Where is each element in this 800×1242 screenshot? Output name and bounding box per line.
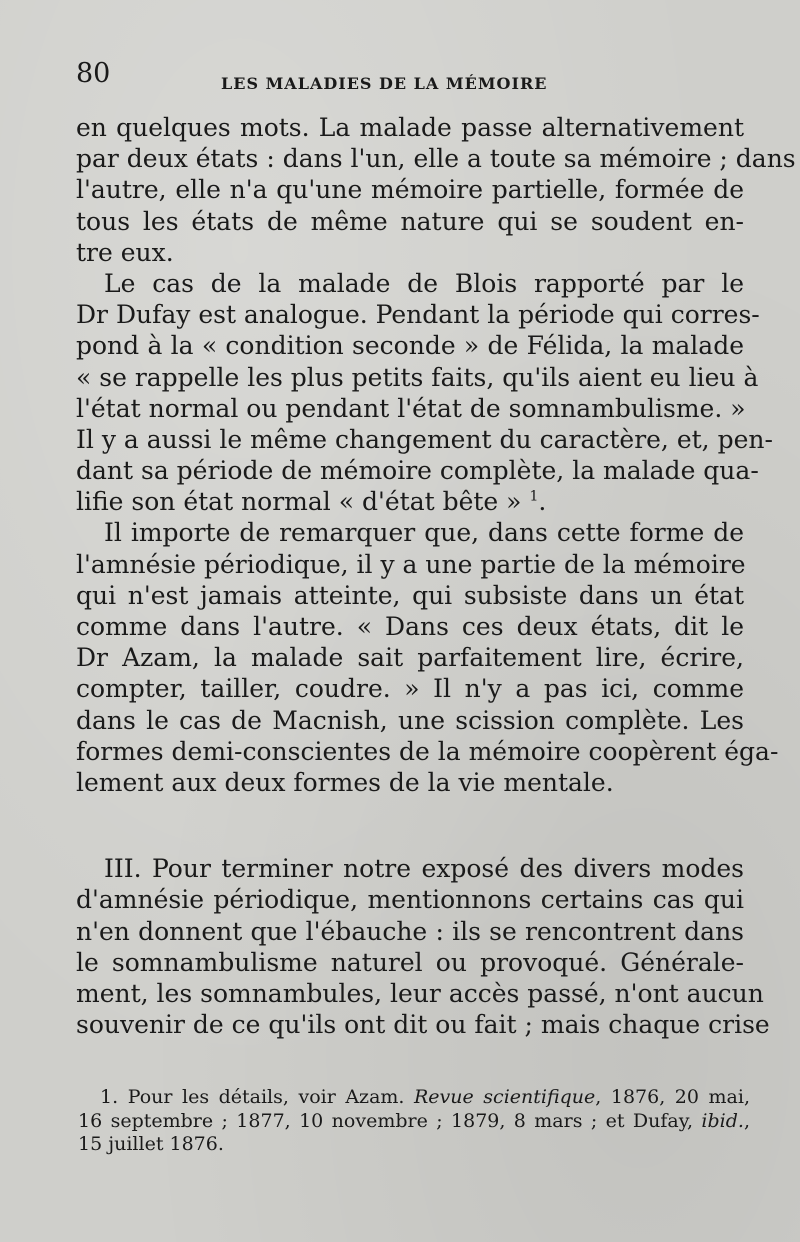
page-header [76, 58, 746, 98]
footnote-number: 1. [100, 1086, 119, 1108]
footnote-text: Pour les détails, voir Azam. [127, 1086, 405, 1108]
text-line: Il importe de remarquer que, dans cette forme de [104, 518, 744, 548]
text-line: comme dans l'autre. « Dans ces deux états, dit le [76, 612, 744, 641]
text-line: ment, les somnambules, leur accès passé, n'ont aucun [76, 978, 764, 1008]
footnote-text: 16 septembre ; 1877, 10 novembre ; 1879, 8 mars ; et Dufay, [78, 1109, 694, 1132]
paragraph-remark [76, 517, 779, 798]
text-line: Le cas de la malade de Blois rapporté par le [104, 268, 744, 298]
text-line: en quelques mots. La malade passe alternativement [76, 113, 744, 142]
text-line: l'amnésie périodique, il y a une partie de la mémoire [76, 549, 746, 579]
section-gap [76, 798, 744, 853]
text-line: d'amnésie périodique, mentionnons certains cas qui [76, 885, 744, 915]
paragraph-blois-case [76, 268, 773, 518]
text-fragment: . [538, 487, 547, 517]
text-line: dant sa période de mémoire complète, la malade qua- [76, 456, 759, 486]
text-line: qui n'est jamais atteinte, qui subsiste dans un état [76, 580, 744, 610]
paragraph-continuation [76, 112, 796, 268]
footnote-reference: 1 [529, 488, 539, 505]
text-line-with-footnote [76, 486, 744, 517]
text-line: le somnambulisme naturel ou provoqué. Générale- [76, 947, 744, 977]
text-line: tre eux. [76, 237, 174, 267]
text-fragment: lifie son état normal « d'état bête » [76, 487, 522, 517]
footnotes [78, 1086, 750, 1157]
text-line: pond à la « condition seconde » de Félida, la malade [76, 331, 744, 361]
text-line: souvenir de ce qu'ils ont dit ou fait ; mais chaque crise [76, 1010, 770, 1040]
footnote-ibid: ibid. [701, 1109, 744, 1132]
text-line: tous les états de même nature qui se soudent en- [76, 206, 744, 236]
paragraph-section-three [76, 853, 770, 1040]
text-line: Il y a aussi le même changement du caractère, et, pen- [76, 424, 773, 454]
text-line: III. Pour terminer notre exposé des divers modes [104, 854, 744, 884]
running-title: LES MALADIES DE LA MÉMOIRE [221, 74, 548, 93]
page-number: 80 [76, 58, 111, 89]
text-line: Dr Dufay est analogue. Pendant la période qui corres- [76, 300, 760, 330]
text-line: n'en donnent que l'ébauche : ils se rencontrent dans [76, 916, 744, 946]
text-line: Dr Azam, la malade sait parfaitement lire, écrire, [76, 643, 744, 673]
footnote-line: 15 juillet 1876. [78, 1133, 224, 1155]
text-line: compter, tailler, coudre. » Il n'y a pas ici, comme [76, 674, 744, 704]
text-line: l'autre, elle n'a qu'une mémoire partielle, formée de [76, 175, 744, 205]
text-line: formes demi-conscientes de la mémoire coopèrent éga- [76, 736, 779, 766]
footnote-line [78, 1086, 750, 1110]
footnote-text: , [743, 1109, 750, 1132]
text-line: « se rappelle les plus petits faits, qu'ils aient eu lieu à [76, 362, 759, 392]
text-line: l'état normal ou pendant l'état de somnambulisme. » [76, 393, 746, 423]
text-line: lement aux deux formes de la vie mentale. [76, 767, 614, 797]
footnote-text: , 1876, 20 mai, [595, 1086, 750, 1108]
text-line: dans le cas de Macnish, une scission complète. Les [76, 705, 744, 735]
footnote-line [78, 1110, 750, 1134]
text-line: par deux états : dans l'un, elle a toute sa mémoire ; dans [76, 144, 796, 174]
body-text [76, 112, 796, 1040]
footnote-journal-title: Revue scientifique [414, 1086, 596, 1108]
